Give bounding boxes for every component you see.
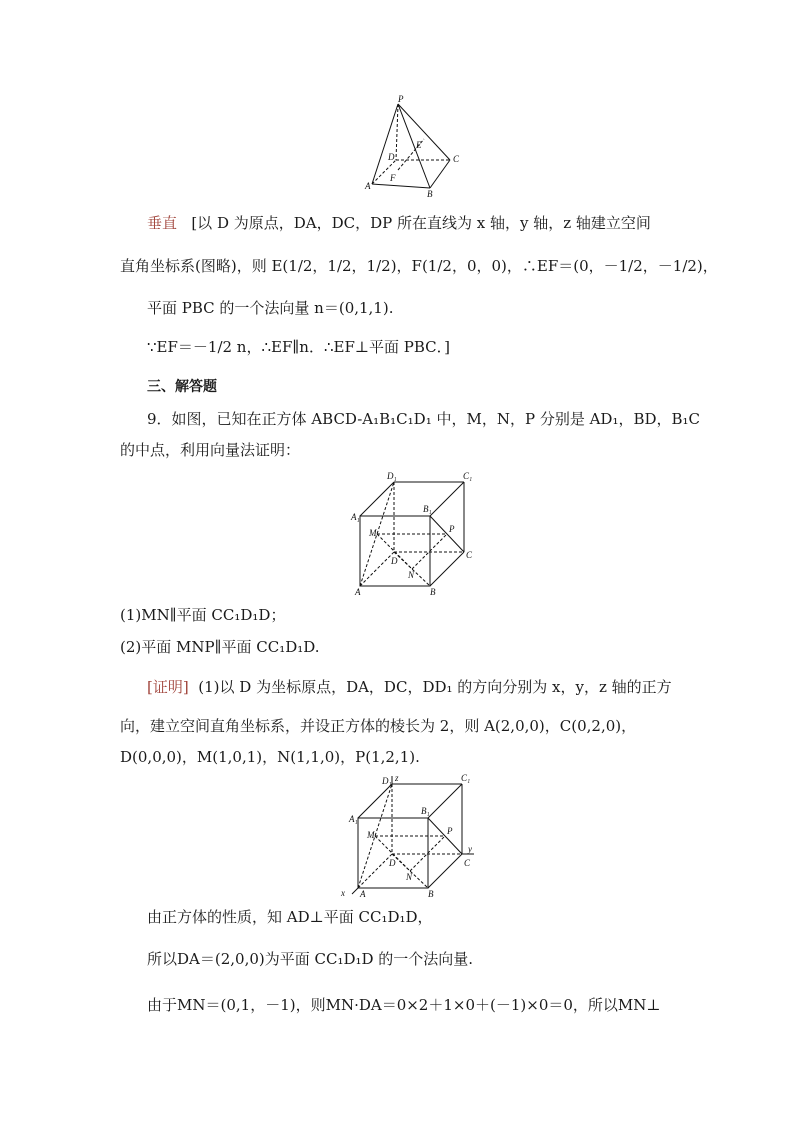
proof-tag: [证明]: [147, 678, 189, 696]
question-9-part-1: (1)MN∥平面 CC₁D₁D；: [120, 606, 286, 624]
fig3-label-B1: B₁: [421, 806, 430, 816]
after-line-3: 由于MN＝(0,1，－1)，则MN·DA＝0×2＋1×0＋(－1)×0＝0，所以MN⊥: [147, 996, 661, 1014]
question-9-part-2: (2)平面 MNP∥平面 CC₁D₁D.: [120, 638, 320, 656]
fig3-label-A1: A₁: [349, 814, 358, 824]
fig3-label-z: z: [395, 773, 399, 783]
fig3-label-M: M: [367, 830, 375, 840]
answer-text-1: [以 D 为原点，DA，DC，DP 所在直线为 x 轴，y 轴，z 轴建立空间: [191, 214, 651, 232]
question-9-line-2: 的中点，利用向量法证明：: [120, 441, 301, 459]
after-line-2: 所以DA＝(2,0,0)为平面 CC₁D₁D 的一个法向量.: [147, 950, 474, 968]
fig2-label-M: M: [369, 528, 377, 538]
proof-line-3: D(0,0,0)，M(1,0,1)，N(1,1,0)，P(1,2,1).: [120, 748, 420, 766]
cube-figure: [350, 470, 480, 596]
cube-axes-figure: [340, 772, 480, 898]
fig3-label-D1: D₁: [382, 776, 392, 786]
fig2-label-C: C: [466, 550, 473, 560]
answer-line-3: 平面 PBC 的一个法向量 n＝(0,1,1).: [147, 299, 394, 317]
fig1-label-B: B: [427, 189, 433, 198]
fig3-label-P: P: [447, 826, 453, 836]
after-line-1: 由正方体的性质，知 AD⊥平面 CC₁D₁D，: [147, 908, 433, 926]
proof-line-1: [147, 676, 672, 698]
fig2-label-B1: B₁: [423, 504, 432, 514]
fig2-label-A1: A₁: [351, 512, 360, 522]
fig3-label-C1: C₁: [461, 773, 471, 783]
proof-line-2: 向，建立空间直角坐标系，并设正方体的棱长为 2，则 A(2,0,0)，C(0,2,0)，: [120, 717, 637, 735]
section-title: 三、解答题: [147, 379, 217, 395]
fig1-label-E: E: [416, 140, 422, 150]
fig2-label-A: A: [355, 587, 361, 596]
pyramid-figure: [362, 94, 472, 198]
fig1-label-A: A: [365, 181, 371, 191]
fig3-label-y: y: [468, 844, 472, 854]
fig2-label-D: D: [391, 556, 398, 566]
fig1-label-F: F: [390, 173, 396, 183]
fig2-label-P: P: [449, 524, 455, 534]
answer-line-1: [147, 212, 651, 234]
fig2-label-D1: D₁: [387, 471, 397, 481]
fig3-label-x: x: [341, 888, 345, 898]
fig1-label-P: P: [398, 94, 404, 104]
answer-line-2: 直角坐标系(图略)，则 E(1/2，1/2，1/2)，F(1/2，0，0)，∴EF＝(0，－1/2，－1/2)，: [120, 257, 718, 275]
proof-text-1: (1)以 D 为坐标原点，DA，DC，DD₁ 的方向分别为 x，y，z 轴的正方: [198, 678, 672, 696]
fig3-label-N: N: [406, 872, 413, 882]
fig3-label-D: D: [389, 858, 396, 868]
answer-tag: 垂直: [147, 214, 178, 232]
fig3-label-B: B: [428, 889, 434, 898]
fig2-label-N: N: [408, 570, 415, 580]
fig2-label-B: B: [430, 587, 436, 596]
question-9-line-1: 9．如图，已知在正方体 ABCD-A₁B₁C₁D₁ 中，M，N，P 分别是 AD₁，BD，B₁C: [147, 410, 701, 428]
fig1-label-D: D: [388, 152, 395, 162]
fig3-label-A: A: [360, 889, 366, 898]
fig1-label-C: C: [453, 154, 460, 164]
fig3-label-C: C: [464, 858, 471, 868]
answer-line-4: ∵EF＝－1/2 n，∴EF∥n．∴EF⊥平面 PBC．]: [147, 338, 450, 356]
fig2-label-C1: C₁: [463, 471, 473, 481]
